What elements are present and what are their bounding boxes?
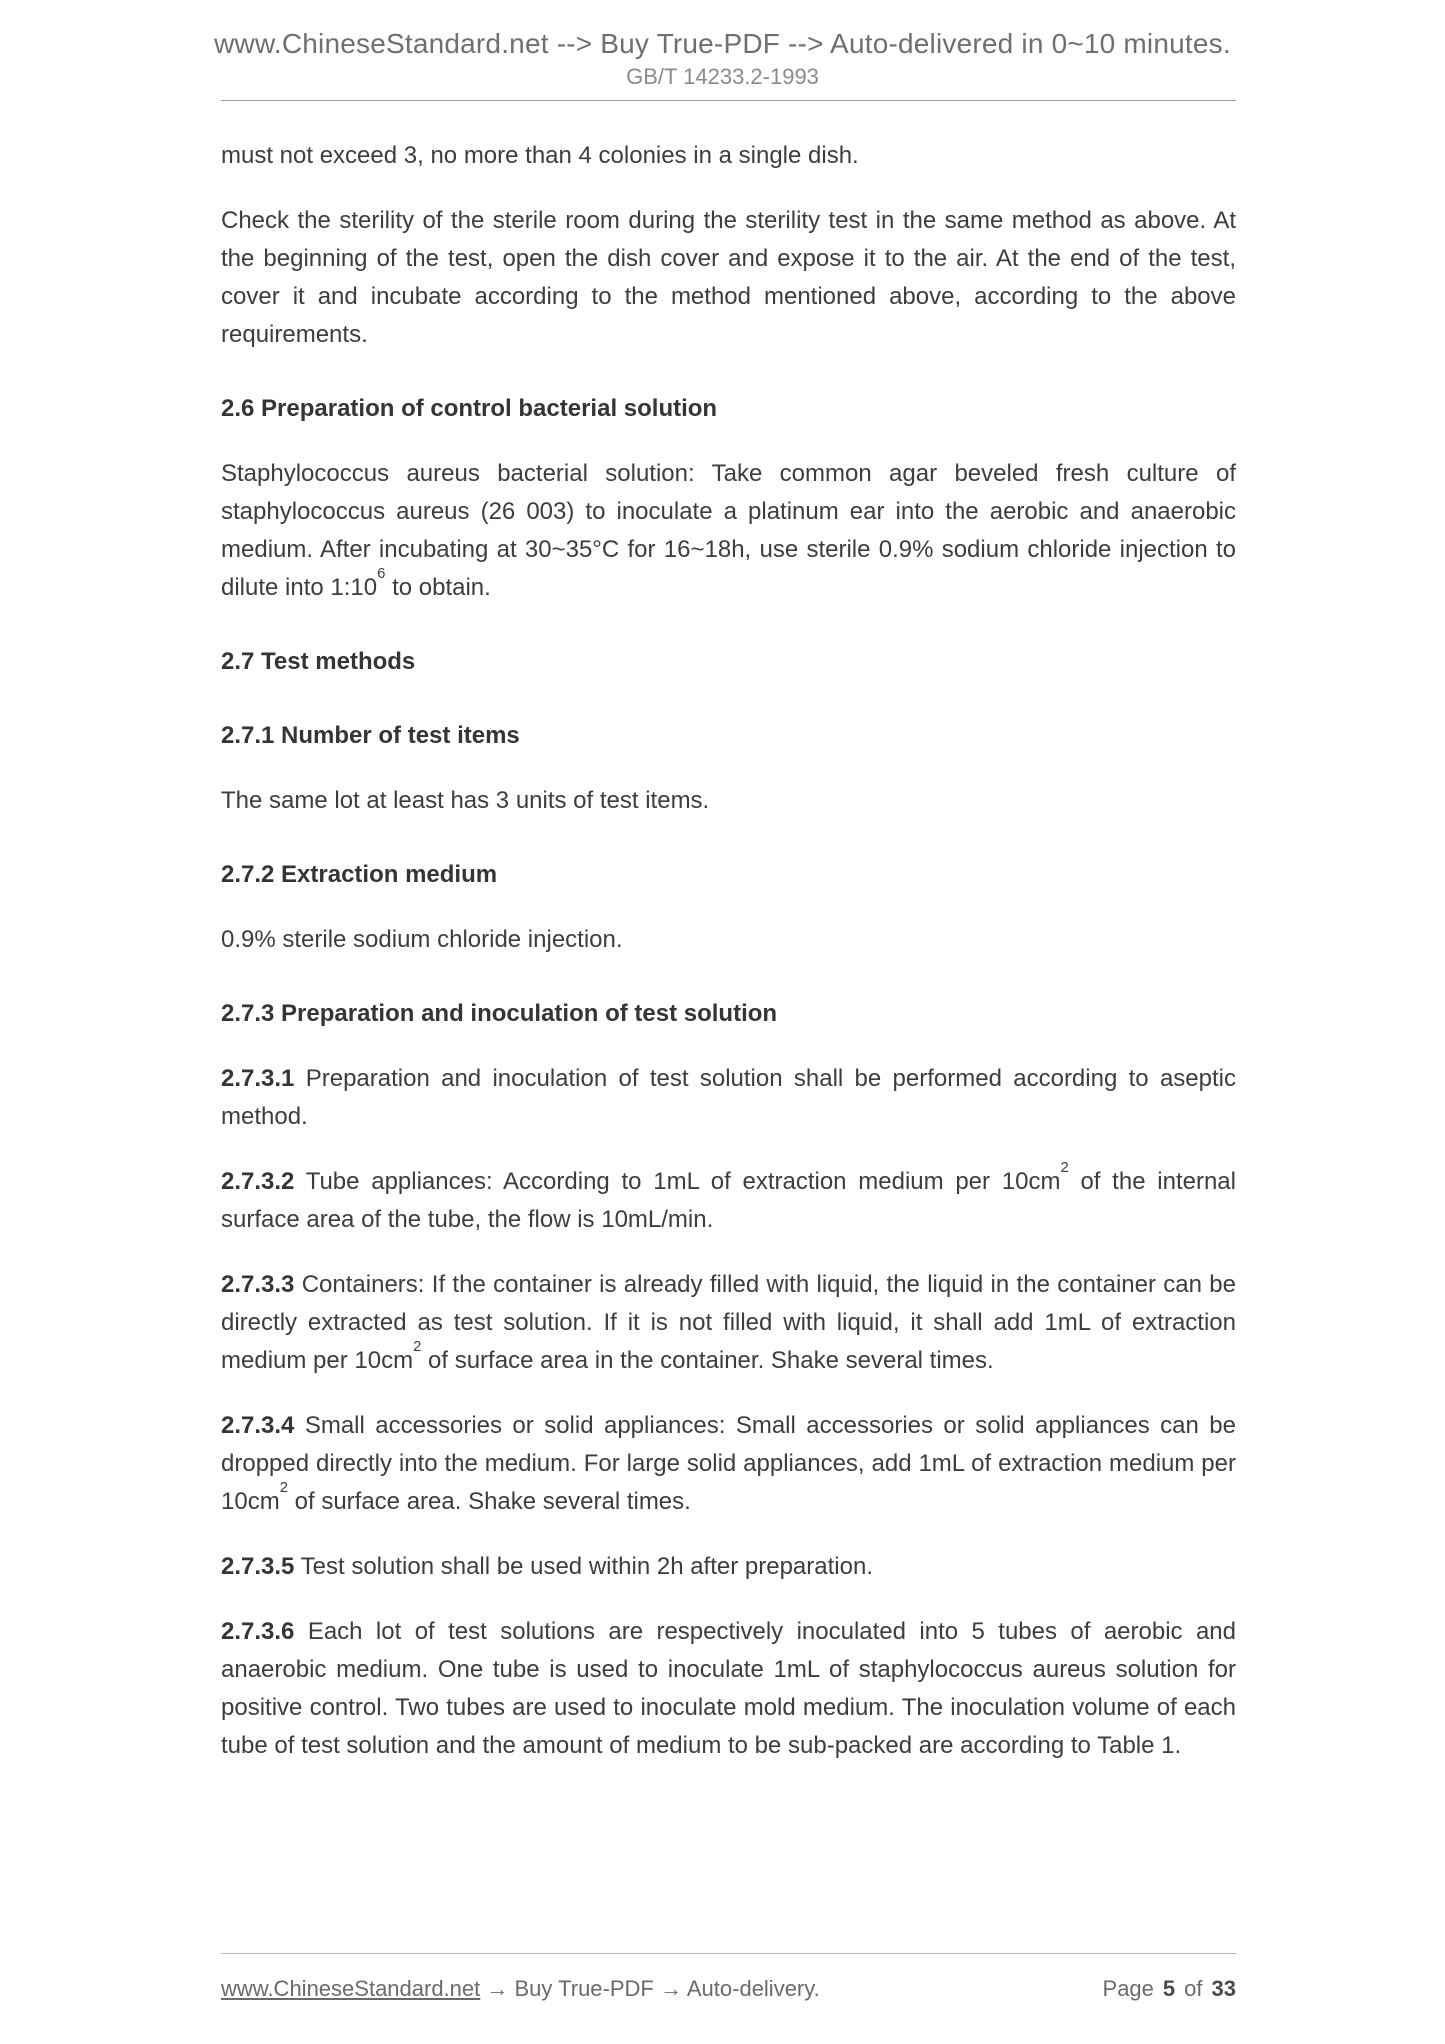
standard-number: GB/T 14233.2-1993 <box>626 64 819 89</box>
paragraph: 2.7.3.6 Each lot of test solutions are respectively inoculated into 5 tubes of aerobic and anaerobic medium. One tube is used to inoculate 1mL of staphylococcus aureus solution for positive control. Two tubes are used to inoculate mold medium. The inoculation volume of each tube of test solution and the amount of medium to be sub-packed are according to Table 1. <box>221 1618 1236 1759</box>
paragraph: 2.7.3.5 Test solution shall be used within 2h after preparation. <box>221 1553 873 1580</box>
page-total: 33 <box>1211 1976 1236 2001</box>
paragraph: Check the sterility of the sterile room during the sterility test in the same method as above. At the beginning of the test, open the dish cover and expose it to the air. At the end of the test, cover it and incubate according to the method mentioned above, according to the above requirements. <box>221 207 1236 348</box>
page-current: 5 <box>1162 1976 1176 2001</box>
paragraph: 2.7.3.3 Containers: If the container is already filled with liquid, the liquid in the container can be directly extracted as test solution. If it is not filled with liquid, it shall add 1mL of extraction medium per $10cm^2$ of surface area in the container. Shake several times. <box>221 1271 1236 1374</box>
section-heading: 2.7.1 Number of test items <box>221 722 520 749</box>
page-of-label: of <box>1184 1976 1203 2001</box>
section-heading: 2.7.3 Preparation and inoculation of test solution <box>221 1000 778 1027</box>
section-heading: 2.6 Preparation of control bacterial solution <box>221 395 718 422</box>
section-heading: 2.7.2 Extraction medium <box>221 861 498 888</box>
header-promo-text: www.ChineseStandard.net --> Buy True-PDF --> Auto-delivered in 0~10 minutes. <box>214 28 1231 59</box>
header-divider <box>221 100 1236 101</box>
paragraph: must not exceed 3, no more than 4 colonies in a single dish. <box>221 142 859 169</box>
page-label: Page <box>1102 1976 1154 2001</box>
section-heading: 2.7 Test methods <box>221 648 416 675</box>
paragraph: The same lot at least has 3 units of test items. <box>221 787 710 814</box>
paragraph: 2.7.3.4 Small accessories or solid appliances: Small accessories or solid appliances can be dropped directly into the medium. For large solid appliances, add 1mL of extraction medium per $10cm^2$ of surface area. Shake several times. <box>221 1412 1236 1515</box>
paragraph: 2.7.3.1 Preparation and inoculation of test solution shall be performed according to aseptic method. <box>221 1065 1236 1130</box>
document-body <box>221 137 1236 1765</box>
paragraph: 0.9% sterile sodium chloride injection. <box>221 926 623 953</box>
page-footer <box>221 1953 1236 2002</box>
paragraph: 2.7.3.2 Tube appliances: According to 1mL of extraction medium per $10cm^2$ of the internal surface area of the tube, the flow is 10mL/min. <box>221 1159 1236 1233</box>
footer-promo-tail: → Buy True-PDF → Auto-delivery. <box>480 1976 820 2001</box>
page-indicator <box>1103 1976 1236 2002</box>
page-header <box>0 0 1445 101</box>
paragraph: Staphylococcus aureus bacterial solution: Take common agar beveled fresh culture of staphylococcus aureus (26 003) to inoculate a platinum ear into the aerobic and anaerobic medium. After incubating at 30~35°C for 16~18h, use sterile 0.9% sodium chloride injection to dilute into $1:10^6$ to obtain. <box>221 460 1236 601</box>
footer-site-link[interactable]: www.ChineseStandard.net <box>221 1976 481 2001</box>
footer-promo <box>221 1976 820 2002</box>
